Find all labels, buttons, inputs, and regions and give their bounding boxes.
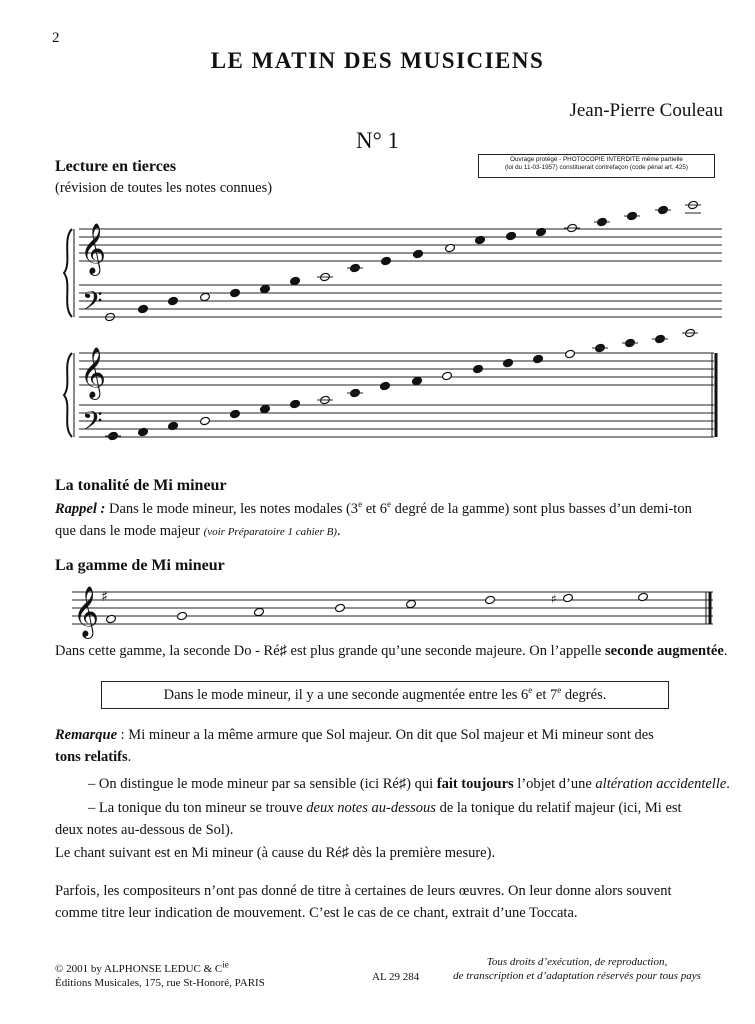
remarque-bold-term: tons relatifs — [55, 749, 128, 765]
rappel-text: degré de la gamme) sont plus basses d’un demi-ton — [391, 501, 692, 517]
section-heading-gamme: La gamme de Mi mineur — [55, 557, 225, 574]
note-head — [503, 358, 514, 368]
sup: e — [528, 685, 533, 696]
rights-line-2: de transcription et d’adaptation réservés pour tous pays — [453, 970, 701, 982]
section-heading-lecture: Lecture en tierces — [55, 158, 177, 175]
bass-clef-icon: 𝄢 — [82, 285, 103, 323]
gamme-text: . — [723, 643, 728, 659]
rappel-text: et 6 — [362, 501, 388, 517]
treble-clef-icon: 𝄞 — [73, 586, 100, 637]
rappel-label: Rappel : — [55, 501, 106, 517]
remarque-item-2-cont: deux notes au-dessous de Sol). — [55, 822, 234, 838]
note-head — [442, 371, 453, 381]
page-title: LE MATIN DES MUSICIENS — [210, 48, 545, 73]
item-text: de la tonique du relatif majeur (ici, Mi est — [435, 800, 682, 816]
note-head — [138, 304, 149, 314]
remarque-text: . — [127, 749, 132, 765]
composer-name: Jean-Pierre Couleau — [569, 100, 723, 121]
item-bold: fait — [436, 776, 462, 792]
section-subheading-lecture: (révision de toutes les notes connues) — [55, 180, 273, 196]
rappel-text: que dans le mode majeur — [55, 523, 204, 539]
rule-text: Dans le mode mineur, il y a une seconde augmentée entre les 6 — [163, 687, 529, 703]
note-head — [533, 354, 544, 364]
sup: e — [387, 499, 392, 510]
brace — [64, 229, 72, 317]
publisher-info — [55, 959, 265, 990]
publisher-line-2: Éditions Musicales, 175, rue St-Honoré, PARIS — [55, 977, 265, 989]
note-head — [177, 611, 188, 621]
page-number: 2 — [52, 30, 60, 46]
parfois-line-1: Parfois, les compositeurs n’ont pas donné de titre à certaines de leurs œuvres. On leur donne alors souvent — [55, 883, 672, 899]
note-head — [563, 593, 574, 603]
note-head — [230, 288, 241, 298]
note-head — [200, 292, 211, 302]
treble-staff-1 — [79, 223, 722, 276]
remarque-item-2 — [88, 797, 738, 819]
note-head — [413, 249, 424, 259]
rule-text: et 7 — [532, 687, 558, 703]
item-text: – La tonique du ton mineur se trouve — [88, 800, 307, 816]
note-head — [260, 404, 271, 414]
catalog-number: AL 29 284 — [372, 971, 420, 983]
item-text: . — [726, 776, 730, 792]
item-bold: toujours — [461, 776, 514, 792]
remarque-paragraph — [55, 724, 735, 768]
note-head — [335, 603, 346, 613]
copyright-line-1: Ouvrage protégé - PHOTOCOPIE INTERDITE même partielle — [510, 156, 683, 163]
rappel-paragraph — [55, 498, 725, 543]
item-text: – On distingue le mode mineur par sa sensible (ici Ré♯) qui — [88, 776, 437, 792]
treble-clef-icon: 𝄞 — [80, 223, 107, 274]
remarque-text: : Mi mineur a la même armure que Sol majeur. On dit que Sol majeur et Mi mineur sont des — [117, 727, 654, 743]
sup: e — [358, 499, 363, 510]
rule-text: degrés. — [561, 687, 607, 703]
note-head — [254, 607, 265, 617]
grand-staff-system-1 — [79, 223, 722, 323]
rappel-text: Dans le mode mineur, les notes modales (3 — [105, 501, 359, 517]
parfois-line-2: comme titre leur indication de mouvement. C’est le cas de ce chant, extrait d’une Toccata. — [55, 905, 578, 921]
treble-clef-icon: 𝄞 — [80, 347, 107, 398]
copyright-line-2: (loi du 11-03-1957) constituerait contrefaçon (code pénal art. 425) — [505, 164, 688, 171]
treble-staff-2 — [79, 347, 714, 400]
item-italic: deux notes au-dessous — [306, 800, 436, 816]
gamme-bold-term: seconde augmentée — [605, 643, 724, 659]
section-heading-tonalite: La tonalité de Mi mineur — [55, 477, 227, 494]
rights-line-1: Tous droits d’exécution, de reproduction, — [486, 956, 668, 968]
note-head — [412, 376, 423, 386]
sup: e — [557, 685, 562, 696]
sharp-icon: ♯ — [551, 592, 557, 606]
note-head — [200, 416, 211, 426]
rappel-text: . — [336, 523, 341, 539]
note-head — [260, 284, 271, 294]
e-minor-scale-staff — [72, 586, 713, 639]
scale-staff — [72, 586, 713, 639]
note-head — [168, 296, 179, 306]
rule-box — [101, 681, 669, 709]
brace — [64, 353, 72, 437]
rights-notice — [436, 955, 718, 983]
chant-paragraph: Le chant suivant est en Mi mineur (à cause du Ré♯ dès la première mesure). — [55, 845, 496, 861]
note-head — [230, 409, 241, 419]
sharp-icon: ♯ — [101, 589, 108, 605]
note-head — [485, 595, 496, 605]
piece-number: N° 1 — [355, 128, 400, 153]
item-italic: altération accidentelle — [595, 776, 727, 792]
note-head — [406, 599, 417, 609]
note-head — [473, 364, 484, 374]
note-head — [380, 381, 391, 391]
gamme-text: Dans cette gamme, la seconde Do - Ré♯ est plus grande qu’une seconde majeure. On l’appelle — [55, 643, 605, 659]
remarque-label: Remarque — [55, 727, 118, 743]
gamme-paragraph — [55, 640, 745, 662]
note-head — [565, 349, 576, 359]
parfois-paragraph — [55, 880, 745, 924]
rappel-reference: (voir Préparatoire 1 cahier B) — [203, 526, 337, 538]
remarque-item-1 — [88, 773, 738, 795]
item-text: l’objet d’une — [513, 776, 596, 792]
note-head — [290, 399, 301, 409]
note-head — [381, 256, 392, 266]
note-head — [506, 231, 517, 241]
sup: ie — [222, 959, 229, 970]
note-head — [290, 276, 301, 286]
bass-clef-icon: 𝄢 — [82, 405, 103, 443]
publisher-line-1: © 2001 by ALPHONSE LEDUC & C — [55, 963, 223, 975]
